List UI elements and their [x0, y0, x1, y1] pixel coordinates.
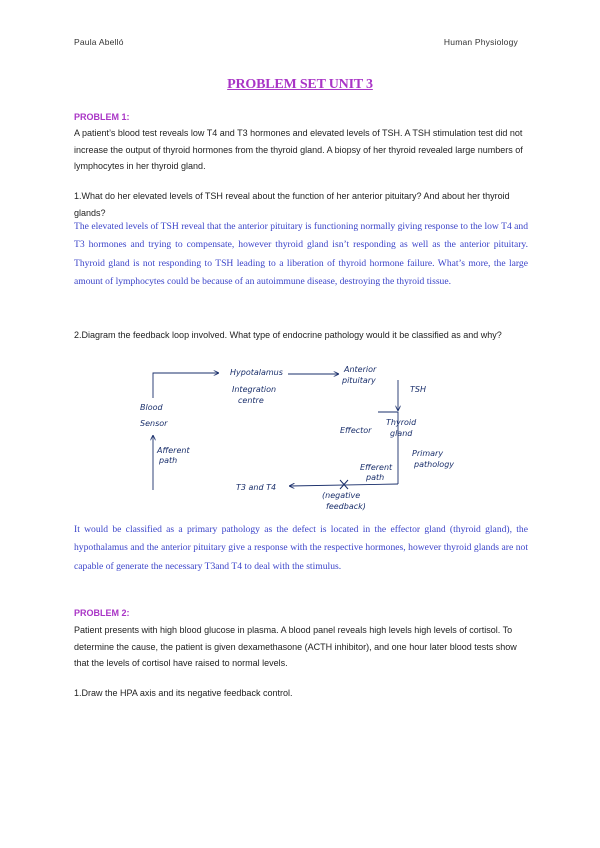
problem1-answer2: It would be classified as a primary pathology as the defect is located in the effector gland (thyroid gland), the hypothalamus and the anterior pituitary give a response with the respective hormones, however thyroid glands are not capable of generate the necessary T3and T4 to deal with the stimulus.	[74, 524, 528, 572]
label-blood: Blood	[140, 403, 163, 412]
label-efferent-path: path	[366, 473, 385, 482]
label-tsh: TSH	[410, 385, 426, 394]
label-negative: (negative	[322, 491, 361, 500]
page-title: PROBLEM SET UNIT 3	[227, 77, 373, 92]
label-pathology: pathology	[414, 460, 455, 469]
problem1-heading: PROBLEM 1:	[74, 112, 130, 122]
label-afferent-path: path	[159, 456, 178, 465]
label-pituitary: pituitary	[342, 376, 376, 385]
problem1-question1: 1.What do her elevated levels of TSH reveal about the function of her anterior pituitary? And about her thyroid glands?	[74, 191, 510, 218]
label-gland: gland	[390, 429, 413, 438]
problem2-question1: 1.Draw the HPA axis and its negative feedback control.	[74, 688, 293, 698]
problem2-statement: Patient presents with high blood glucose in plasma. A blood panel reveals high levels high levels of cortisol. To determine the cause, the patient is given dexamethasone (ACTH inhibitor), and one hour later blood tests show that the levels of cortisol have raised to normal levels.	[74, 625, 517, 668]
label-feedback: feedback)	[326, 502, 366, 511]
problem1-statement: A patient’s blood test reveals low T4 and T3 hormones and elevated levels of TSH. A TSH stimulation test did not increase the output of thyroid hormones from the thyroid gland. A biopsy of her thyroid revealed large numbers of lymphocytes in her thyroid gland.	[74, 128, 523, 171]
header-course: Human Physiology	[443, 37, 518, 47]
label-sensor: Sensor	[140, 419, 168, 428]
label-centre: centre	[238, 396, 264, 405]
label-anterior: Anterior	[344, 365, 377, 374]
label-afferent: Afferent	[157, 446, 190, 455]
problem1-question2: 2.Diagram the feedback loop involved. What type of endocrine pathology would it be classified as and why?	[74, 330, 502, 340]
loop-top-left-line	[153, 373, 218, 398]
label-efferent: Efferent	[360, 463, 393, 472]
problem2-heading: PROBLEM 2:	[74, 608, 130, 618]
label-integration: Integration	[232, 385, 277, 394]
label-effector: Effector	[340, 426, 372, 435]
label-primary: Primary	[412, 449, 444, 458]
label-hypothalamus: Hypotalamus	[230, 368, 283, 377]
header-author: Paula Abelló	[74, 37, 124, 47]
label-t3-t4: T3 and T4	[236, 483, 277, 492]
problem1-answer1: The elevated levels of TSH reveal that the anterior pituitary is functioning normally giving response to the low T4 and T3 hormones and trying to compensate, however thyroid gland isn’t responding as well as the anterior pituitary. Thyroid gland is not responding to TSH leading to a liberation of thyroid hormone failure. What’s more, the large amount of lymphocytes could be because of an autoimmune disease, destroying the thyroid tissue.	[74, 221, 528, 287]
label-thyroid: Thyroid	[386, 418, 417, 427]
